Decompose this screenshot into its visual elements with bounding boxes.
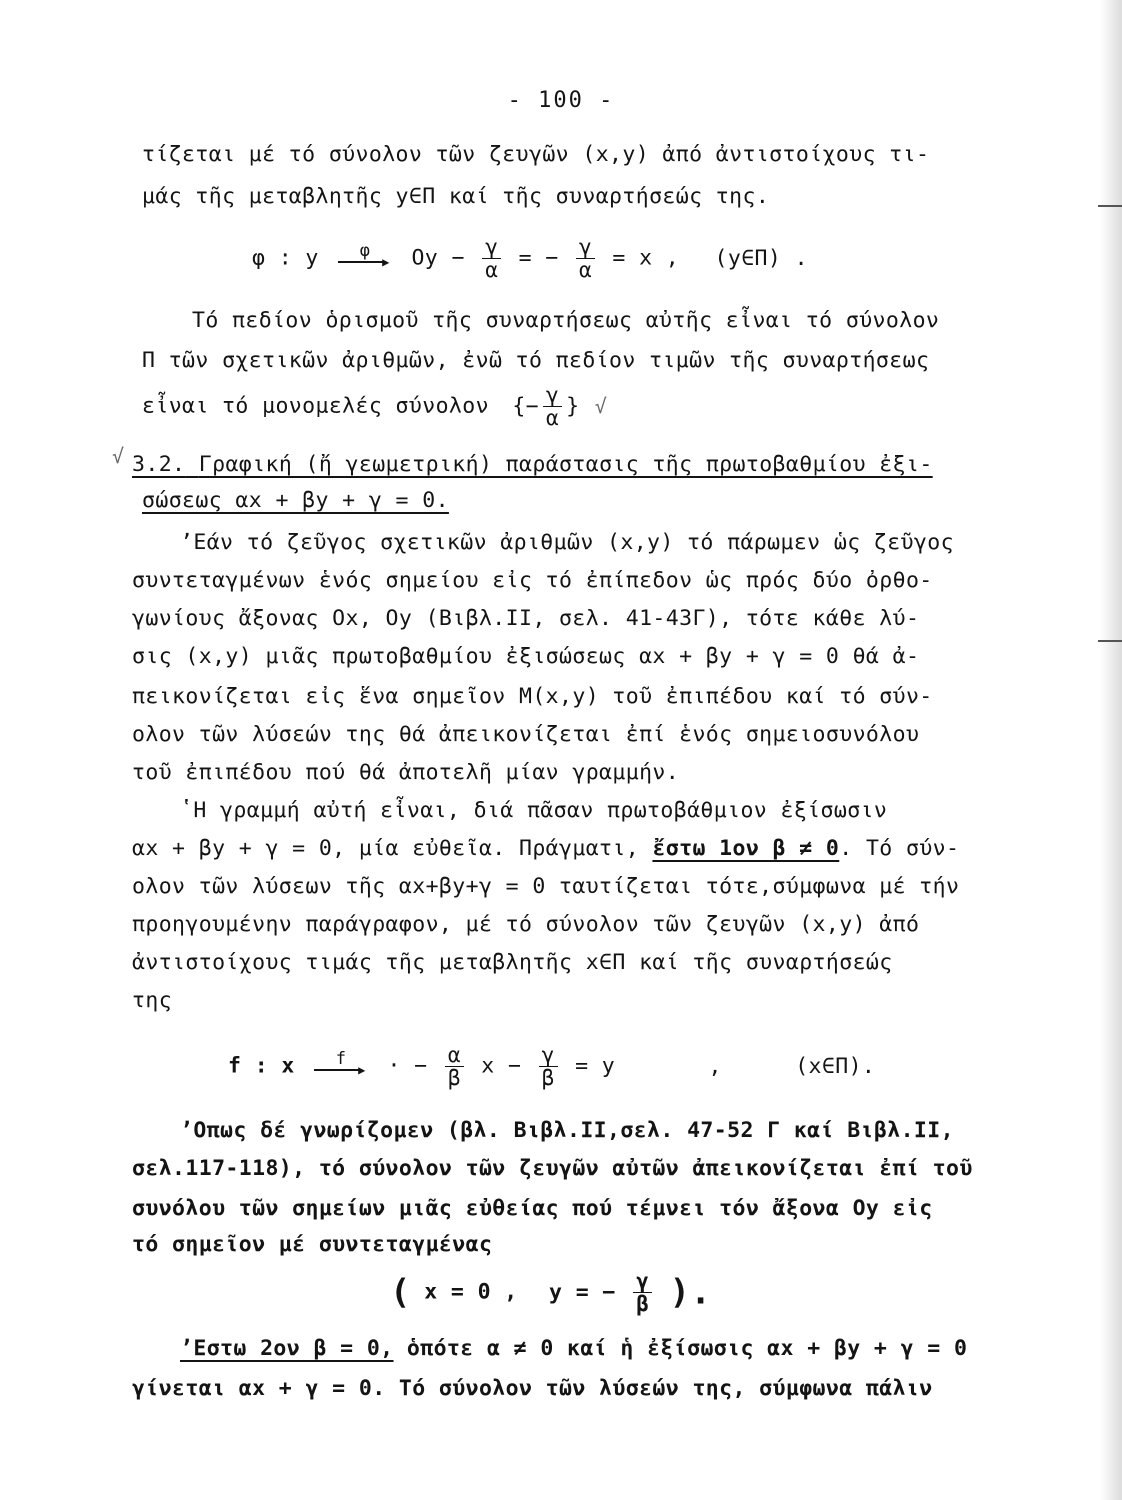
paren-open: ( [390,1272,411,1313]
formula-term: = x , [612,245,680,271]
text-line: σις (x,y) μιᾶς πρωτοβαθμίου ἐξισώσεως αx + βy + γ = 0 θά ἀ- [132,644,920,669]
text-line: τοῦ ἐπιπέδου πού θά ἀποτελῆ μίαν γραμμήν. [132,760,680,785]
page-edge-shadow [1100,0,1122,1500]
text-line: ʼΕστω 2ον β = 0, ὁπότε α ≠ 0 καί ἡ ἐξίσωσις αx + βy + γ = 0 [180,1336,968,1361]
formula-term: x − [481,1053,522,1079]
edge-mark [1098,640,1122,642]
text-line: Τό πεδίον ὁρισμοῦ τῆς συναρτήσεως αὐτῆς εἶναι τό σύνολον [192,308,940,333]
formula-term: · − [387,1053,428,1079]
text-line: προηγουμένην παράγραφον, μέ τό σύνολον τῶν ζευγῶν (x,y) ἀπό [132,912,920,937]
formula-lhs: f : x [228,1053,295,1079]
formula-domain: (x∈Π). [795,1053,876,1079]
formula-domain: (y∈Π) . [714,245,808,271]
text-line: συνόλου τῶν σημείων μιᾶς εὐθείας πού τέμνει τόν ἄξονα Oy εἰς [132,1196,933,1221]
text-line: ʼΕάν τό ζεῦγος σχετικῶν ἀριθμῶν (x,y) τό πάρωμεν ὡς ζεῦγος [180,530,954,555]
text-line: Π τῶν σχετικῶν ἀριθμῶν, ἐνῶ τό πεδίον τιμῶν τῆς συναρτήσεως [142,348,930,373]
text-line: ʼΟπως δέ γνωρίζομεν (βλ. Βιβλ.ΙΙ,σελ. 47-52 Γ καί Βιβλ.ΙΙ, [180,1118,954,1143]
text-line: τίζεται μέ τό σύνολον τῶν ζευγῶν (x,y) ἀπό ἀντιστοίχους τι- [142,142,930,167]
text-line: αx + βy + γ = 0, μία εὐθεῖα. Πράγματι, ἔστω 1ον β ≠ 0. Τό σύν- [132,836,960,861]
case-two-label: ʼΕστω 2ον β = 0, [180,1336,394,1361]
coord-y: y = − [549,1279,616,1305]
arrow-label: φ [359,240,371,261]
formula-phi [252,236,808,281]
paren-close: ). [669,1272,712,1313]
text-line: εἶναι τό μονομελές σύνολον {− $\frac{\gamma}{\alpha}$ } √ [142,383,608,430]
text-line: ʽΗ γραμμή αὐτή εἶναι, διά πᾶσαν πρωτοβάθμιον ἐξίσωσιν [180,798,888,823]
text-line: ολον τῶν λύσεων τῆς αx+βy+γ = 0 ταυτίζεται τότε,σύμφωνα μέ τήν [132,874,960,899]
coord-x: x = 0 , [424,1279,518,1305]
checkmark-icon: √ [594,393,608,418]
fraction: $\frac{\gamma}{\alpha}$ [576,236,595,281]
text-line: τό σημεῖον μέ συντεταγμένας [132,1232,493,1257]
text-line: γίνεται αx + γ = 0. Τό σύνολον τῶν λύσεών της, σύμφωνα πάλιν [132,1376,933,1401]
section-title: Γραφική (ἤ γεωμετρική) παράστασις τῆς πρωτοβαθμίου ἐξι- [198,452,933,477]
text-line: μάς τῆς μεταβλητῆς y∈Π καί τῆς συναρτήσεώς της. [142,184,770,209]
edge-mark [1098,205,1122,207]
case-one-label: ἔστω 1ον β ≠ 0 [652,836,840,861]
text-line: ολον τῶν λύσεών της θά ἀπεικονίζεται ἐπί ἑνός σημειοσυνόλου [132,722,920,747]
formula-f [228,1044,875,1089]
fraction: $\frac{\gamma}{\alpha}$ [482,236,501,281]
text-line: σελ.117-118), τό σύνολον τῶν ζευγῶν αὐτῶν ἀπεικονίζεται ἐπί τοῦ [132,1156,973,1181]
formula-term: = y [575,1053,616,1079]
section-heading [132,450,933,480]
text-line: πεικονίζεται εἰς ἕνα σημεῖον Μ(x,y) τοῦ ἐπιπέδου καί τό σύν- [132,684,933,709]
mapping-arrow-icon: f ▶ [312,1052,370,1082]
section-heading-cont: σώσεως αx + βy + γ = 0. [142,488,449,513]
formula-comma: , [708,1053,722,1079]
text-line: ἀντιστοίχους τιμάς τῆς μεταβλητῆς x∈Π καί τῆς συναρτήσεώς [132,950,893,975]
text-line: συντεταγμένων ἑνός σημείου εἰς τό ἐπίπεδον ὡς πρός δύο ὀρθο- [132,568,933,593]
section-number: 3.2. [132,452,186,477]
text-line: της [132,988,173,1013]
formula-point [390,1270,711,1315]
formula-lhs: φ : y [252,245,319,271]
fraction: $\frac{\alpha}{\beta}$ [445,1044,464,1089]
fraction: $\frac{\gamma}{\beta}$ [539,1044,558,1089]
checkmark-icon: √ [112,444,125,468]
formula-term: = − [518,245,559,271]
formula-term: Oy − [411,245,465,271]
page-number: - 100 - [507,88,615,113]
fraction: $\frac{\gamma}{\beta}$ [633,1270,652,1315]
mapping-arrow-icon: φ ▶ [336,244,394,274]
arrow-label: f [335,1048,347,1069]
set-expression: {− $\frac{\gamma}{\alpha}$ } [512,383,580,430]
text-line: γωνίους ἄξονας Ox, Oy (Βιβλ.ΙΙ, σελ. 41-43Γ), τότε κάθε λύ- [132,606,920,631]
